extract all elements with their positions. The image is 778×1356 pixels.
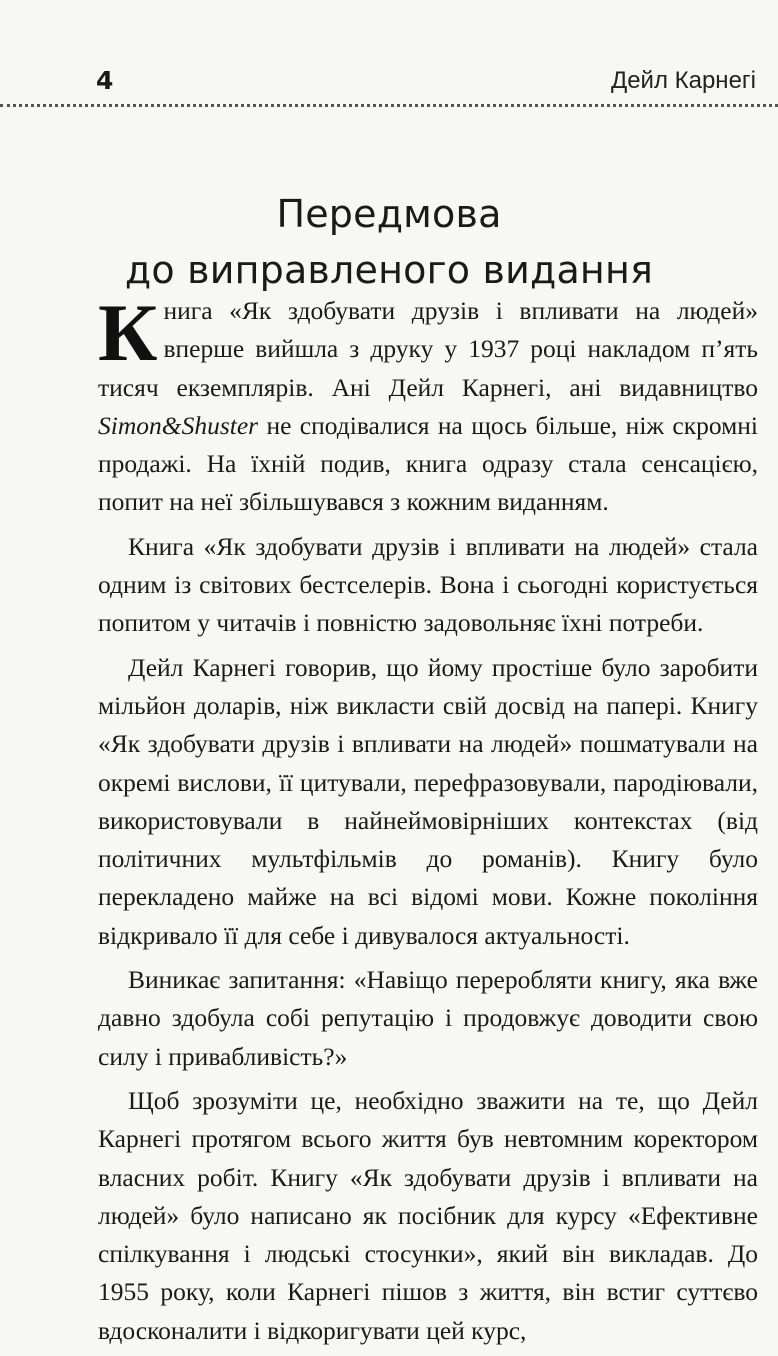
header-dotted-rule bbox=[0, 104, 778, 107]
paragraph-3: Дейл Карнегі говорив, що йому простіше було заробити мільйон доларів, ніж викласти свій досвід на папері. Книгу «Як здобувати друзів і впливати на людей» пошматували на окремі вислови, її цитували, перефразовували, пародіювали, використовували в найнеймовірніших контекстах (від політичних мультфільмів до романів). Книгу було перекладено майже на всі відомі мови. Кожне покоління відкривало її для себе і дивувалося актуальності. bbox=[98, 652, 758, 950]
paragraph-1 bbox=[98, 287, 758, 522]
paragraph-1-text-b: не сподівалися на щось більше, ніж скромні продажі. На їхній подив, книга одразу стала сенсацією, попит на неї збільшувався з кожним виданням. bbox=[98, 410, 758, 517]
running-head-author: Дейл Карнегі bbox=[610, 67, 756, 94]
body-text bbox=[98, 287, 758, 1356]
paragraph-1-text-a: нига «Як здобувати друзів і впливати на людей» вперше вийшла з друку у 1937 році накладом п’ять тисяч екземплярів. Ані Дейл Карнегі, ані видавництво bbox=[98, 296, 758, 402]
paragraph-4: Виникає запитання: «Навіщо переробляти книгу, яка вже давно здобула собі репутацію і продовжує доводити свою силу і привабливість?» bbox=[98, 965, 758, 1071]
chapter-title bbox=[0, 186, 778, 298]
drop-cap: К bbox=[98, 287, 158, 378]
publisher-name: Simon&Shuster bbox=[98, 410, 259, 440]
paragraph-5: Щоб зрозуміти це, необхідно зважити на те, що Дейл Карнегі протягом всього життя був невтомним коректором власних робіт. Книгу «Як здобувати друзів і впливати на людей» було написано як посібник для курсу «Ефективне спілкування і людські стосунки», який він викладав. До 1955 року, коли Карнегі пішов з життя, він встиг суттєво вдосконалити і відкоригувати цей курс, bbox=[98, 1085, 758, 1345]
page-header bbox=[0, 62, 778, 106]
chapter-title-line-2: до виправленого видання bbox=[124, 248, 654, 292]
paragraph-2: Книга «Як здобувати друзів і впливати на людей» стала одним із світових бестселерів. Вона і сьогодні користується попитом у читачів і повністю задовольняє їхні потреби. bbox=[98, 531, 758, 638]
page-number: 4 bbox=[96, 66, 114, 95]
chapter-title-line-1: Передмова bbox=[276, 192, 502, 236]
